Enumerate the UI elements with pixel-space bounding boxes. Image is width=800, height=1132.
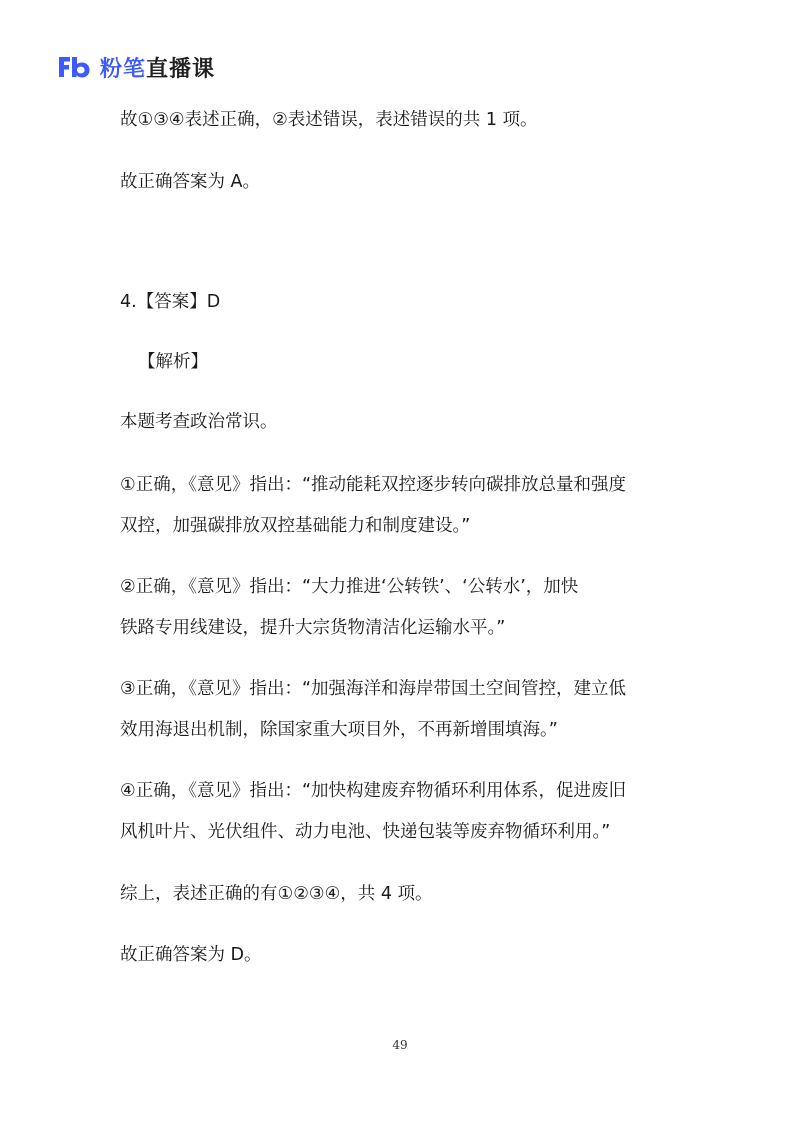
statement-1-line-1: ①正确，《意见》指出：“推动能耗双控逐步转向碳排放总量和强度 — [120, 475, 627, 495]
analysis-heading: 【解析】 — [138, 352, 208, 372]
statement-4-line-2: 风机叶片、光伏组件、动力电池、快递包装等废弃物循环利用。” — [120, 822, 611, 842]
statement-1-line-2: 双控，加强碳排放双控基础能力和制度建设。” — [120, 516, 471, 536]
logo-product-text: 直播课 — [146, 56, 216, 82]
summary-line-q4: 综上，表述正确的有①②③④，共 4 项。 — [120, 884, 433, 904]
logo-brand-text: 粉笔 — [100, 56, 147, 82]
statement-3-line-2: 效用海退出机制，除国家重大项目外，不再新增围填海。” — [120, 720, 558, 740]
answer-heading-q4: 4.【答案】D — [120, 292, 221, 312]
logo-text — [100, 52, 215, 83]
answer-line-q3: 故正确答案为 A。 — [120, 172, 261, 192]
answer-line-q4: 故正确答案为 D。 — [120, 945, 262, 965]
paragraph-summary-q3: 故①③④表述正确，②表述错误，表述错误的共 1 项。 — [120, 110, 538, 130]
statement-4-line-1: ④正确，《意见》指出：“加快构建废弃物循环利用体系，促进废旧 — [120, 781, 627, 801]
statement-2-line-1: ②正确，《意见》指出：“大力推进‘公转铁’、‘公转水’，加快 — [120, 577, 579, 597]
statement-2-line-2: 铁路专用线建设，提升大宗货物清洁化运输水平。” — [120, 618, 506, 638]
fenbi-logo-icon — [56, 54, 92, 80]
topic-line: 本题考查政治常识。 — [120, 412, 278, 432]
page-number: 49 — [392, 1038, 408, 1052]
statement-3-line-1: ③正确，《意见》指出：“加强海洋和海岸带国土空间管控，建立低 — [120, 679, 627, 699]
brand-logo — [56, 52, 215, 82]
